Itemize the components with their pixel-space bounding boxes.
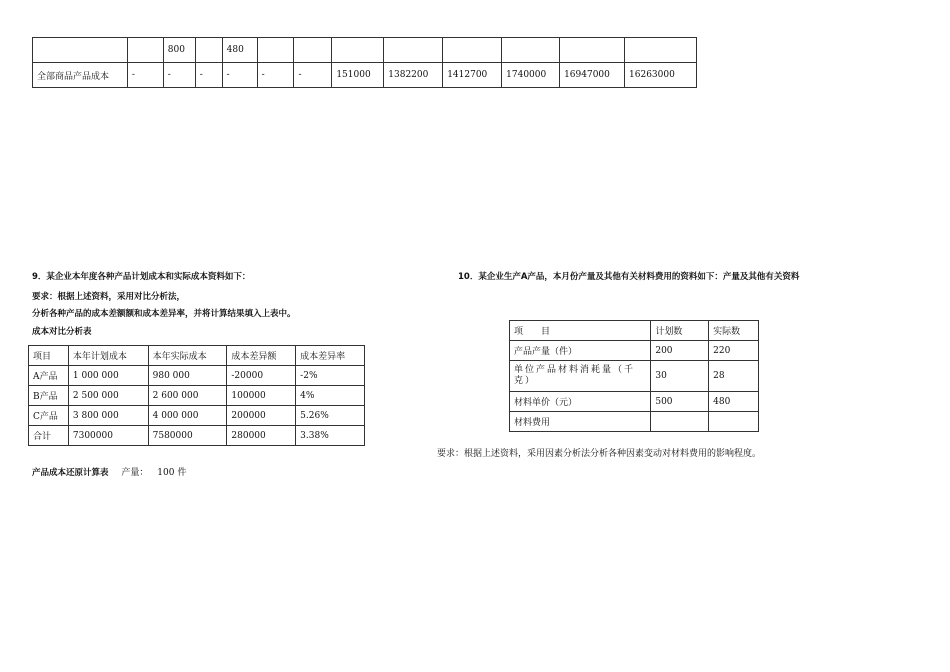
table-cell [384,38,443,63]
q9-table-title: 成本对比分析表 [32,327,92,337]
q10-requirement: 要求：根据上述资料，采用因素分析法分析各种因素变动对材料费用的影响程度。 [437,449,762,459]
table-cell: 产品产量（件） [510,341,651,361]
table-cell: 16263000 [625,63,697,88]
table-cell: - [257,63,294,88]
q9-requirement-2: 分析各种产品的成本差额额和成本差异率，并将计算结果填入上表中。 [32,309,296,319]
column-header: 项 目 [510,321,651,341]
table-row [510,392,759,412]
cost-comparison-table [28,345,365,446]
table-cell: 480 [222,38,257,63]
table-cell [332,38,384,63]
table-cell [257,38,294,63]
table-cell [625,38,697,63]
table-cell: 全部商品产品成本 [33,63,128,88]
material-cost-table [509,320,759,432]
table-cell: 1382200 [384,63,443,88]
table-cell: 200 [651,341,709,361]
table-row [510,341,759,361]
table-cell [195,38,222,63]
table-cell: - [222,63,257,88]
output-label: 产量： [121,468,149,478]
q9-requirement-1: 要求：根据上述资料，采用对比分析法， [32,292,186,302]
table-cell: A产品 [29,366,69,386]
table-cell: 200000 [227,406,296,426]
table-cell: 2 600 000 [148,386,227,406]
table-row [33,38,697,63]
table-cell [651,412,709,432]
table-cell: 280000 [227,426,296,446]
column-header: 成本差异率 [296,346,365,366]
table-cell: 28 [709,361,759,392]
table-cell: - [127,63,163,88]
table-cell: 151000 [332,63,384,88]
table-row [510,361,759,392]
q10-title: 10．某企业生产A产品，本月份产量及其他有关材料费用的资料如下：产量及其他有关资料 [458,272,800,282]
table-cell: 2 500 000 [68,386,148,406]
cost-reduction-title: 产品成本还原计算表 [32,468,109,478]
table-row [29,426,365,446]
table-cell [127,38,163,63]
table-cell: - [163,63,195,88]
table-cell: 480 [709,392,759,412]
table-cell: B产品 [29,386,69,406]
table-cell [443,38,502,63]
table-cell: 220 [709,341,759,361]
table-cell: 500 [651,392,709,412]
table-cell: 材料单价（元） [510,392,651,412]
table-row [33,63,697,88]
table-cell: 5.26% [296,406,365,426]
table-cell: 800 [163,38,195,63]
column-header: 实际数 [709,321,759,341]
table-cell [502,38,560,63]
table-cell: 3 800 000 [68,406,148,426]
table-cell: 1412700 [443,63,502,88]
table-row [29,366,365,386]
q9-title: 9．某企业本年度各种产品计划成本和实际成本资料如下： [32,272,251,282]
table-cell: 4 000 000 [148,406,227,426]
table-cell: 7580000 [148,426,227,446]
table-cell: 单位产品材料消耗量（千克） [510,361,651,392]
table-cell: 4% [296,386,365,406]
table-header-row [510,321,759,341]
column-header: 计划数 [651,321,709,341]
column-header: 本年计划成本 [68,346,148,366]
cost-reduction-heading [32,465,186,478]
table-cell [294,38,332,63]
table-cell: -20000 [227,366,296,386]
table-row [510,412,759,432]
column-header: 项目 [29,346,69,366]
table-cell [709,412,759,432]
table-cell [560,38,625,63]
table-cell: 100000 [227,386,296,406]
table-cell: 980 000 [148,366,227,386]
table-cell: 合计 [29,426,69,446]
table-cell: 3.38% [296,426,365,446]
table-cell: 1 000 000 [68,366,148,386]
table-cell: 材料费用 [510,412,651,432]
table-cell [33,38,128,63]
table-cell: 7300000 [68,426,148,446]
table-cell: - [294,63,332,88]
table-cell: - [195,63,222,88]
top-cost-table [32,37,697,88]
table-cell: -2% [296,366,365,386]
column-header: 成本差异额 [227,346,296,366]
table-cell: 30 [651,361,709,392]
table-cell: C产品 [29,406,69,426]
table-cell: 1740000 [502,63,560,88]
table-row [29,406,365,426]
column-header: 本年实际成本 [148,346,227,366]
table-header-row [29,346,365,366]
table-cell: 16947000 [560,63,625,88]
table-row [29,386,365,406]
output-value: 100 件 [157,468,187,478]
